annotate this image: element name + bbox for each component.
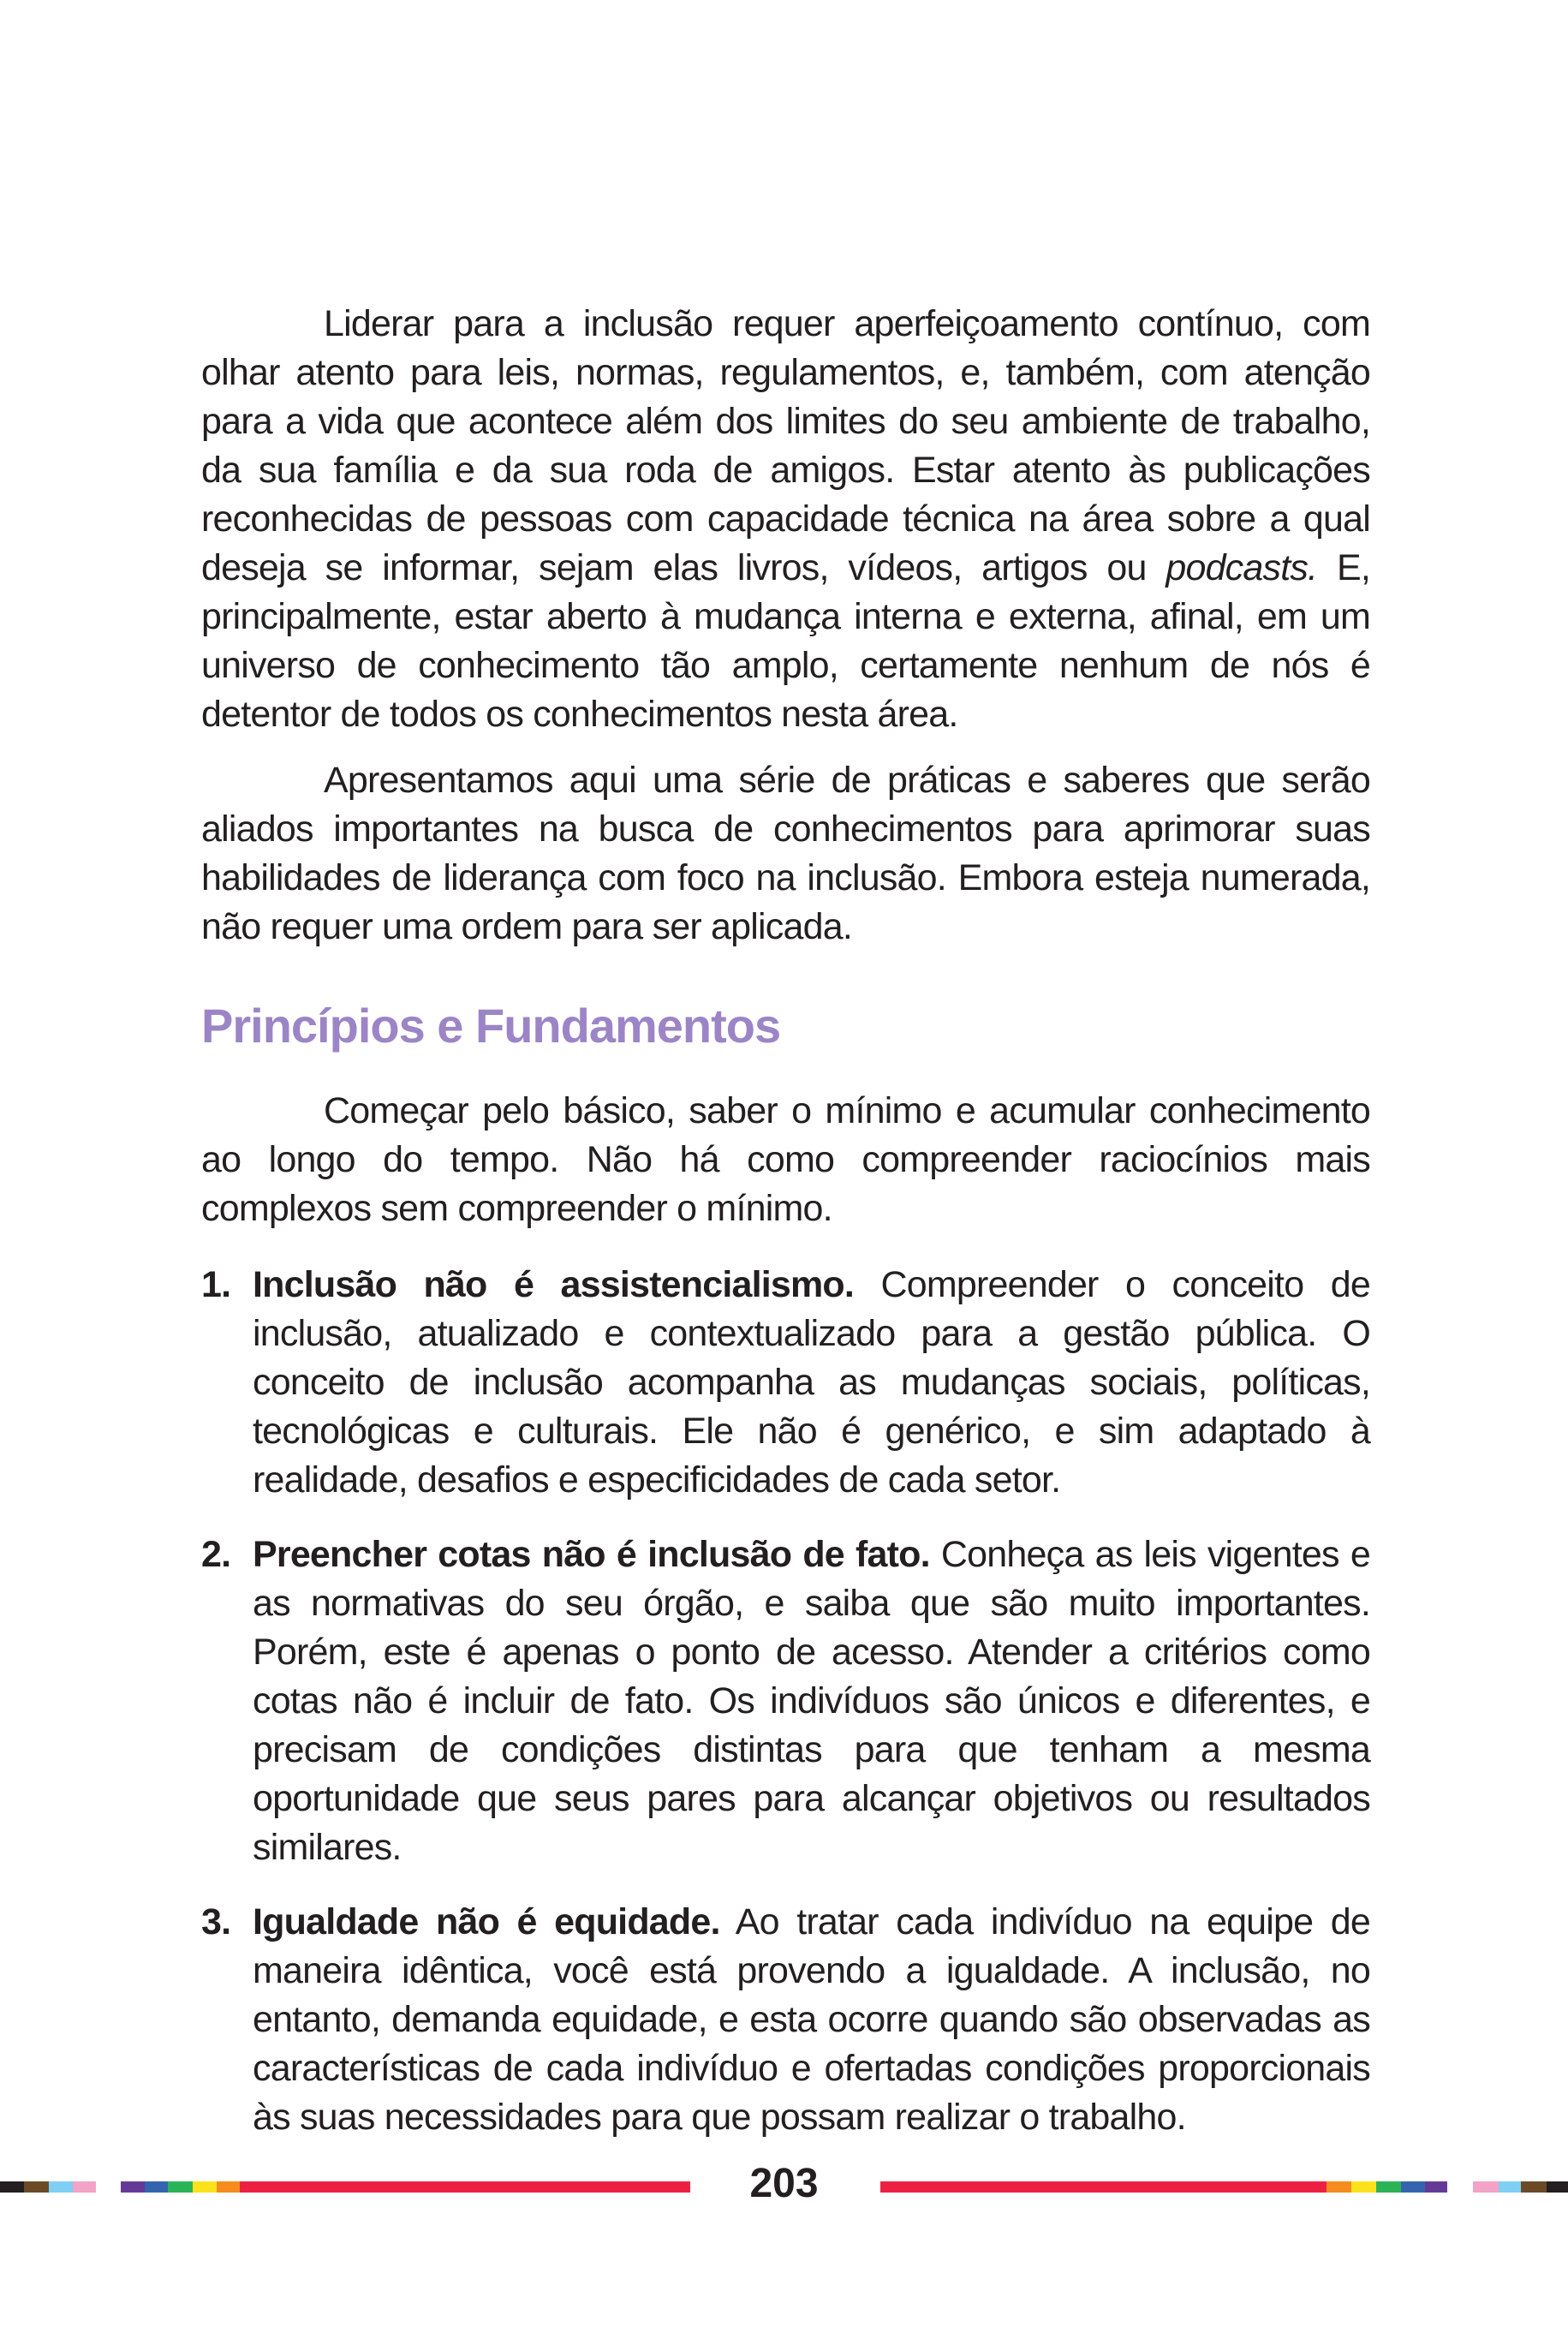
list-item-2-lead: Preencher cotas não é inclusão de fato. bbox=[253, 1534, 930, 1575]
list-item-2-number: 2. bbox=[201, 1534, 231, 1575]
paragraph-intro-italic-word: podcasts. bbox=[1166, 547, 1318, 588]
page-content bbox=[201, 300, 1370, 2142]
paragraph-basics: Começar pelo básico, saber o mínimo e acumular conhecimento ao longo do tempo. Não há como compreender raciocínios mais complexos sem compreender o mínimo. bbox=[201, 1090, 1370, 1229]
paragraph-practices: Apresentamos aqui uma série de práticas e saberes que serão aliados importantes na busca de conhecimentos para aprimorar suas habilidades de liderança com foco na inclusão. Embora esteja numerada, não requer uma ordem para ser aplicada. bbox=[201, 760, 1370, 947]
list-item-1-number: 1. bbox=[201, 1264, 231, 1305]
list-item-3 bbox=[201, 1898, 1370, 2142]
list-item-3-number: 3. bbox=[201, 1901, 231, 1942]
paragraph-intro-text: Liderar para a inclusão requer aperfeiçoamento contínuo, com olhar atento para leis, normas, regulamentos, e, também, com atenção para a vida que acontece além dos limites do seu ambiente de trabalho, da sua família e da sua roda de amigos. Estar atento às publicações reconhecidas de pessoas com capacidade técnica na área sobre a qual deseja se informar, sejam elas livros, vídeos, artigos ou bbox=[201, 303, 1370, 588]
section-heading: Princípios e Fundamentos bbox=[201, 999, 781, 1053]
paragraph-intro-text-after: E, principalmente, estar aberto à mudança interna e externa, afinal, em um universo de conhecimento tão amplo, certamente nenhum de nós é detentor de todos os conhecimentos nesta área. bbox=[201, 547, 1370, 735]
page-number: 203 bbox=[749, 2161, 819, 2206]
numbered-list bbox=[201, 1261, 1370, 2142]
list-item-1-lead: Inclusão não é assistencialismo. bbox=[253, 1264, 855, 1305]
list-item-2-text: Conheça as leis vigentes e as normativas do seu órgão, e saiba que são muito importantes. Porém, este é apenas o ponto de acesso. Atender a critérios como cotas não é incluir de fato. Os indivíduos são únicos e diferentes, e precisam de condições distintas para que tenham a mesma oportunidade que seus pares para alcançar objetivos ou resultados similares. bbox=[253, 1534, 1370, 1868]
list-item-2 bbox=[201, 1530, 1370, 1872]
list-item-3-text: Ao tratar cada indivíduo na equipe de maneira idêntica, você está provendo a igualdade. A inclusão, no entanto, demanda equidade, e esta ocorre quando são observadas as características de cada indivíduo e ofertadas condições proporcionais às suas necessidades para que possam realizar o trabalho. bbox=[253, 1901, 1371, 2138]
list-item-1-text: Compreender o conceito de inclusão, atualizado e contextualizado para a gestão pública. O conceito de inclusão acompanha as mudanças sociais, políticas, tecnológicas e culturais. Ele não é genérico, e sim adaptado à realidade, desafios e especificidades de cada setor. bbox=[253, 1264, 1370, 1501]
list-item-1 bbox=[201, 1261, 1370, 1505]
list-item-3-lead: Igualdade não é equidade. bbox=[253, 1901, 720, 1942]
paragraph-intro bbox=[201, 300, 1370, 739]
